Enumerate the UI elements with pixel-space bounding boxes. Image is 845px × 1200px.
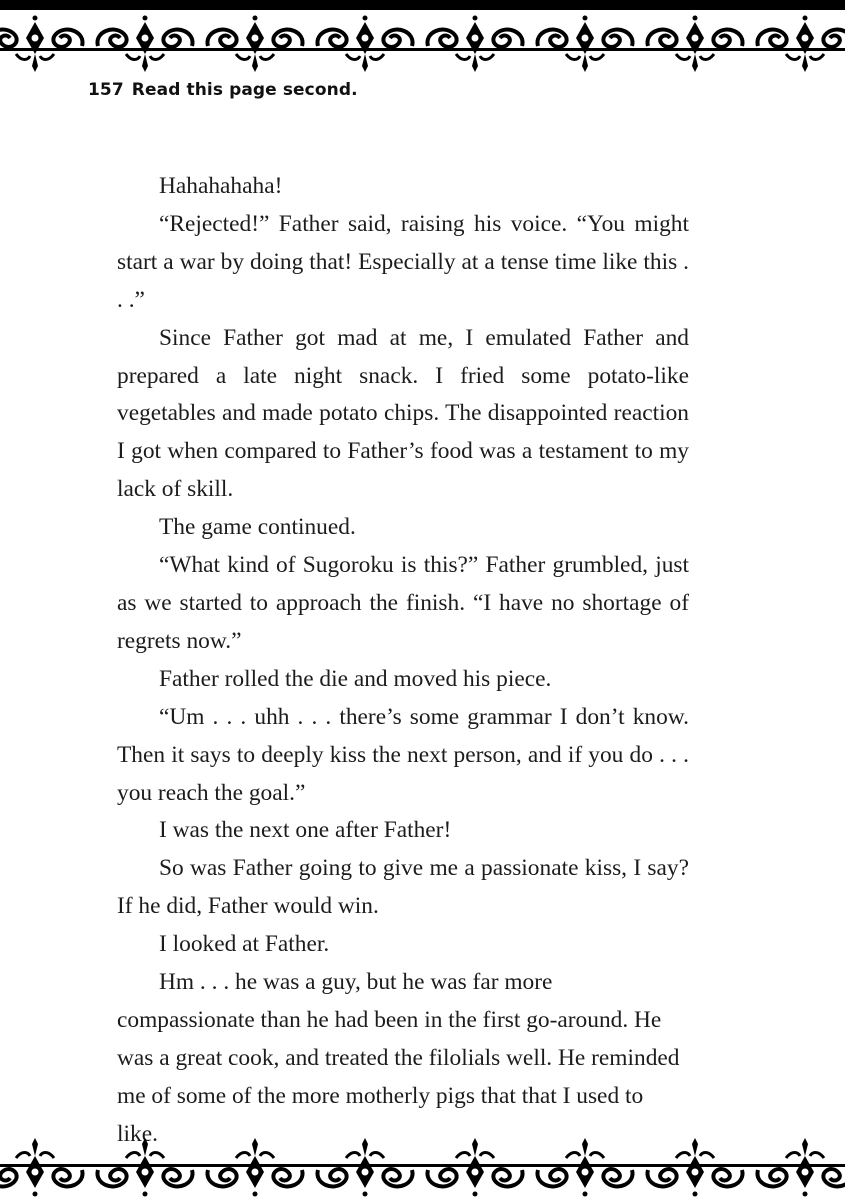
paragraph: “Rejected!” Father said, raising his voice. “You might start a war by doing that! Especially at a tense time like this . . .” [117, 210, 689, 313]
paragraph: Father rolled the die and moved his piece. [159, 665, 552, 692]
running-head [88, 80, 358, 100]
paragraph: So was Father going to give me a passionate kiss, I say? If he did, Father would win. [117, 855, 689, 920]
body-text [117, 168, 689, 1154]
running-head-title: Read this page second. [131, 80, 358, 100]
paragraph: “What kind of Sugoroku is this?” Father grumbled, just as we started to approach the finish. “I have no shortage of regrets now.” [117, 552, 689, 654]
top-edge-bar [0, 0, 845, 10]
paragraph: Hahahahaha! [159, 173, 283, 199]
paragraph: The game continued. [159, 514, 356, 541]
bottom-ornamental-border [0, 1134, 845, 1200]
paragraph: I looked at Father. [159, 931, 330, 958]
page-number: 157 [88, 80, 124, 100]
top-ornamental-border [0, 10, 845, 76]
paragraph: “Um . . . uhh . . . there’s some grammar I don’t know. Then it says to deeply kiss the next person, and if you do . . . you reach the goal.” [117, 703, 689, 806]
paragraph: Since Father got mad at me, I emulated Father and prepared a late night snack. I fried some potato-like vegetables and made potato chips. The disappointed reaction I got when compared to Father’s food was a testament to my lack of skill. [117, 324, 689, 503]
paragraph: Hm . . . he was a guy, but he was far more compassionate than he had been in the first go-around. He was a great cook, and treated the filolials well. He reminded me of some of the more motherly pigs that that I used to like. [117, 969, 680, 1147]
paragraph: I was the next one after Father! [159, 817, 452, 844]
